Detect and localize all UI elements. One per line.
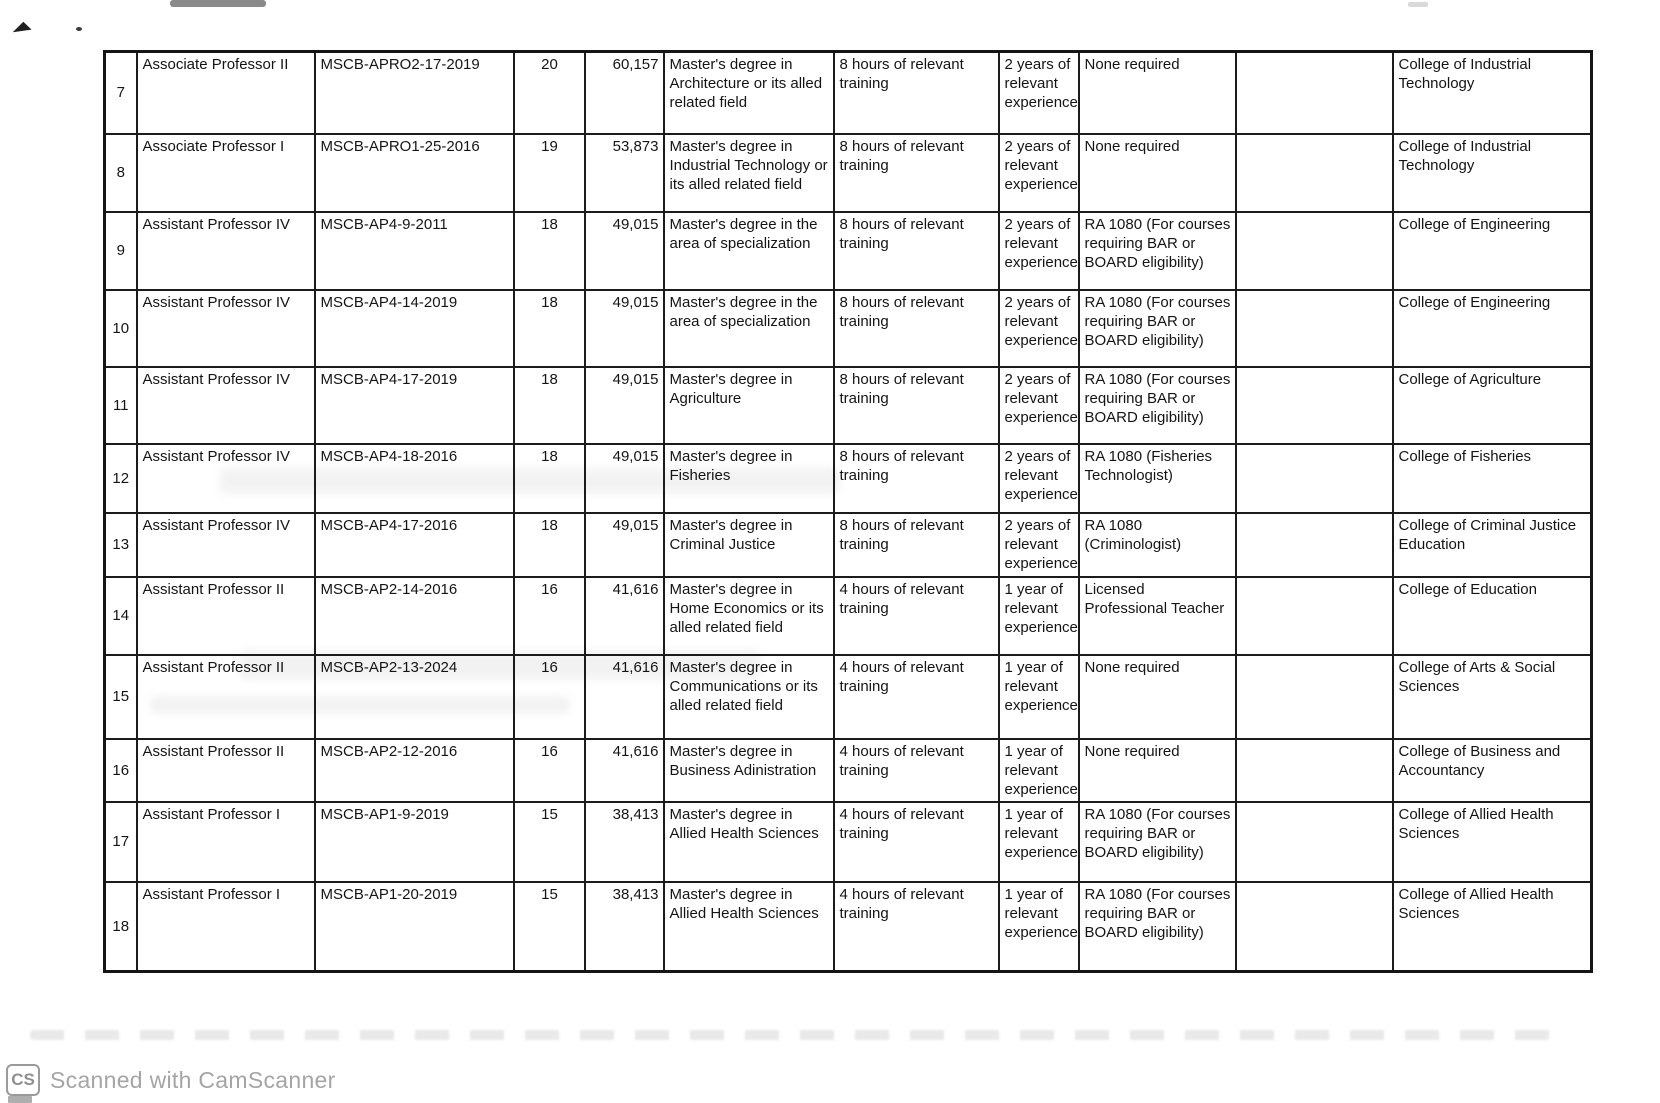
cell-experience: 2 years of relevant experience <box>999 52 1079 134</box>
cell-salary-grade: 16 <box>514 577 585 655</box>
cell-education: Master's degree in Fisheries <box>664 444 834 513</box>
cell-row-number: 7 <box>105 52 137 134</box>
scan-artifact-top-bar <box>170 0 266 7</box>
camscanner-watermark <box>6 1064 336 1096</box>
cell-training: 4 hours of relevant training <box>834 577 999 655</box>
cell-salary: 49,015 <box>585 290 664 367</box>
cell-experience: 2 years of relevant experience <box>999 444 1079 513</box>
cell-eligibility: RA 1080 (Fisheries Technologist) <box>1079 444 1236 513</box>
cell-college: College of Engineering <box>1393 290 1592 367</box>
table-row <box>105 513 1592 577</box>
cell-experience: 1 year of relevant experience <box>999 577 1079 655</box>
cell-remarks <box>1236 513 1393 577</box>
cell-row-number: 14 <box>105 577 137 655</box>
cell-salary-grade: 16 <box>514 655 585 739</box>
scanned-document-sheet <box>103 50 1593 973</box>
cell-position: Assistant Professor IV <box>137 290 315 367</box>
cell-item-code: MSCB-AP1-9-2019 <box>315 802 514 882</box>
cell-education: Master's degree in Architecture or its alled related field <box>664 52 834 134</box>
cell-training: 8 hours of relevant training <box>834 290 999 367</box>
cell-salary: 38,413 <box>585 882 664 972</box>
cell-education: Master's degree in Home Economics or its alled related field <box>664 577 834 655</box>
cell-college: College of Engineering <box>1393 212 1592 290</box>
cell-education: Master's degree in Allied Health Sciences <box>664 882 834 972</box>
cell-salary-grade: 20 <box>514 52 585 134</box>
cell-salary-grade: 16 <box>514 739 585 802</box>
cell-salary: 41,616 <box>585 739 664 802</box>
cell-position: Assistant Professor I <box>137 882 315 972</box>
cell-eligibility: RA 1080 (For courses requiring BAR or BOARD eligibility) <box>1079 802 1236 882</box>
cell-item-code: MSCB-AP1-20-2019 <box>315 882 514 972</box>
camscanner-logo-icon: CS <box>6 1064 40 1096</box>
cell-training: 4 hours of relevant training <box>834 655 999 739</box>
cell-row-number: 9 <box>105 212 137 290</box>
qualification-standards-table <box>103 50 1593 973</box>
cell-training: 8 hours of relevant training <box>834 212 999 290</box>
cell-training: 4 hours of relevant training <box>834 882 999 972</box>
cell-salary: 49,015 <box>585 513 664 577</box>
cell-eligibility: RA 1080 (Criminologist) <box>1079 513 1236 577</box>
cell-eligibility: None required <box>1079 739 1236 802</box>
cell-eligibility: RA 1080 (For courses requiring BAR or BOARD eligibility) <box>1079 290 1236 367</box>
cell-item-code: MSCB-AP4-9-2011 <box>315 212 514 290</box>
cell-row-number: 17 <box>105 802 137 882</box>
cell-remarks <box>1236 290 1393 367</box>
table-row <box>105 739 1592 802</box>
cell-experience: 1 year of relevant experience <box>999 739 1079 802</box>
cell-eligibility: None required <box>1079 655 1236 739</box>
cell-college: College of Criminal Justice Education <box>1393 513 1592 577</box>
cell-training: 4 hours of relevant training <box>834 739 999 802</box>
cell-salary-grade: 18 <box>514 212 585 290</box>
cell-position: Assistant Professor IV <box>137 367 315 444</box>
scan-noise-band <box>30 1030 1550 1040</box>
cell-salary-grade: 15 <box>514 802 585 882</box>
table-row <box>105 367 1592 444</box>
table-row <box>105 290 1592 367</box>
cell-salary-grade: 18 <box>514 290 585 367</box>
cell-college: College of Fisheries <box>1393 444 1592 513</box>
table-row <box>105 802 1592 882</box>
cell-salary: 41,616 <box>585 577 664 655</box>
scan-artifact-triangle <box>11 21 31 33</box>
cell-experience: 2 years of relevant experience <box>999 290 1079 367</box>
cell-salary: 41,616 <box>585 655 664 739</box>
cell-salary-grade: 18 <box>514 367 585 444</box>
table-row <box>105 444 1592 513</box>
cell-position: Assistant Professor II <box>137 655 315 739</box>
cell-eligibility: None required <box>1079 52 1236 134</box>
cell-item-code: MSCB-AP2-12-2016 <box>315 739 514 802</box>
cell-row-number: 15 <box>105 655 137 739</box>
cell-training: 8 hours of relevant training <box>834 513 999 577</box>
cell-experience: 2 years of relevant experience <box>999 212 1079 290</box>
cell-position: Assistant Professor I <box>137 802 315 882</box>
cell-salary: 60,157 <box>585 52 664 134</box>
cell-remarks <box>1236 802 1393 882</box>
table-row <box>105 655 1592 739</box>
cell-remarks <box>1236 655 1393 739</box>
cell-row-number: 8 <box>105 134 137 212</box>
cell-training: 8 hours of relevant training <box>834 444 999 513</box>
cell-salary-grade: 15 <box>514 882 585 972</box>
cell-item-code: MSCB-APRO1-25-2016 <box>315 134 514 212</box>
table-row <box>105 52 1592 134</box>
cell-education: Master's degree in Criminal Justice <box>664 513 834 577</box>
cell-education: Master's degree in Communications or its alled related field <box>664 655 834 739</box>
cell-education: Master's degree in Agriculture <box>664 367 834 444</box>
cell-eligibility: RA 1080 (For courses requiring BAR or BOARD eligibility) <box>1079 367 1236 444</box>
cell-college: College of Arts & Social Sciences <box>1393 655 1592 739</box>
cell-education: Master's degree in Allied Health Sciences <box>664 802 834 882</box>
cell-remarks <box>1236 444 1393 513</box>
cell-education: Master's degree in Industrial Technology or its alled related field <box>664 134 834 212</box>
cell-remarks <box>1236 134 1393 212</box>
cell-position: Associate Professor I <box>137 134 315 212</box>
cell-item-code: MSCB-AP4-14-2019 <box>315 290 514 367</box>
cell-experience: 1 year of relevant experience <box>999 655 1079 739</box>
cell-training: 8 hours of relevant training <box>834 134 999 212</box>
cell-education: Master's degree in Business Adinistration <box>664 739 834 802</box>
cell-position: Associate Professor II <box>137 52 315 134</box>
cell-remarks <box>1236 882 1393 972</box>
cell-item-code: MSCB-AP4-17-2019 <box>315 367 514 444</box>
cell-experience: 1 year of relevant experience <box>999 882 1079 972</box>
table-row <box>105 882 1592 972</box>
table-row <box>105 212 1592 290</box>
cell-education: Master's degree in the area of specialization <box>664 290 834 367</box>
cell-salary: 49,015 <box>585 212 664 290</box>
cell-salary: 49,015 <box>585 444 664 513</box>
cell-salary: 49,015 <box>585 367 664 444</box>
cell-row-number: 11 <box>105 367 137 444</box>
table-row <box>105 577 1592 655</box>
cell-experience: 2 years of relevant experience <box>999 513 1079 577</box>
cell-row-number: 12 <box>105 444 137 513</box>
cell-item-code: MSCB-AP2-14-2016 <box>315 577 514 655</box>
cell-salary: 38,413 <box>585 802 664 882</box>
cell-experience: 1 year of relevant experience <box>999 802 1079 882</box>
scan-artifact-top-smudge <box>1408 2 1428 7</box>
cell-row-number: 13 <box>105 513 137 577</box>
cell-salary-grade: 19 <box>514 134 585 212</box>
cell-salary: 53,873 <box>585 134 664 212</box>
cell-college: College of Industrial Technology <box>1393 52 1592 134</box>
table-row <box>105 134 1592 212</box>
cell-training: 8 hours of relevant training <box>834 52 999 134</box>
cell-item-code: MSCB-AP4-17-2016 <box>315 513 514 577</box>
cell-eligibility: RA 1080 (For courses requiring BAR or BOARD eligibility) <box>1079 882 1236 972</box>
cell-remarks <box>1236 212 1393 290</box>
cell-college: College of Allied Health Sciences <box>1393 802 1592 882</box>
cell-item-code: MSCB-APRO2-17-2019 <box>315 52 514 134</box>
cell-salary-grade: 18 <box>514 513 585 577</box>
cell-college: College of Business and Accountancy <box>1393 739 1592 802</box>
scan-artifact-dot <box>76 27 82 31</box>
cell-row-number: 10 <box>105 290 137 367</box>
cell-college: College of Industrial Technology <box>1393 134 1592 212</box>
cell-eligibility: Licensed Professional Teacher <box>1079 577 1236 655</box>
cell-remarks <box>1236 577 1393 655</box>
cell-remarks <box>1236 739 1393 802</box>
cell-eligibility: RA 1080 (For courses requiring BAR or BOARD eligibility) <box>1079 212 1236 290</box>
cell-college: College of Education <box>1393 577 1592 655</box>
cell-eligibility: None required <box>1079 134 1236 212</box>
cell-remarks <box>1236 367 1393 444</box>
cell-training: 4 hours of relevant training <box>834 802 999 882</box>
cell-experience: 2 years of relevant experience <box>999 134 1079 212</box>
cell-row-number: 16 <box>105 739 137 802</box>
watermark-text: Scanned with CamScanner <box>50 1066 336 1093</box>
cell-training: 8 hours of relevant training <box>834 367 999 444</box>
cell-position: Assistant Professor II <box>137 739 315 802</box>
cell-salary-grade: 18 <box>514 444 585 513</box>
cell-position: Assistant Professor IV <box>137 444 315 513</box>
cell-position: Assistant Professor IV <box>137 212 315 290</box>
cell-position: Assistant Professor IV <box>137 513 315 577</box>
cell-experience: 2 years of relevant experience <box>999 367 1079 444</box>
table-body <box>105 52 1592 972</box>
cell-remarks <box>1236 52 1393 134</box>
cell-item-code: MSCB-AP4-18-2016 <box>315 444 514 513</box>
cell-college: College of Agriculture <box>1393 367 1592 444</box>
cell-item-code: MSCB-AP2-13-2024 <box>315 655 514 739</box>
cell-college: College of Allied Health Sciences <box>1393 882 1592 972</box>
cell-position: Assistant Professor II <box>137 577 315 655</box>
cell-education: Master's degree in the area of specialization <box>664 212 834 290</box>
cell-row-number: 18 <box>105 882 137 972</box>
